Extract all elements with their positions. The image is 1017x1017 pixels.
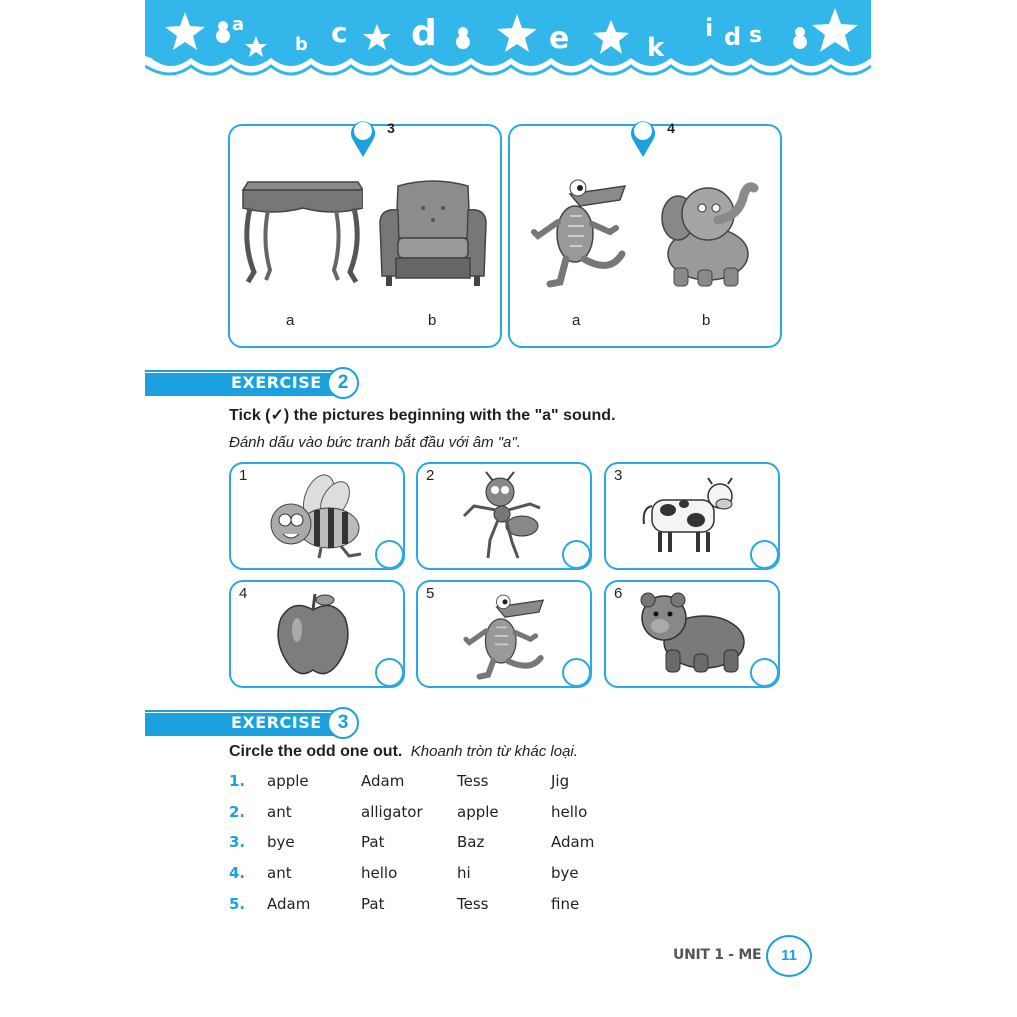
word-option[interactable]: Tess — [457, 772, 489, 790]
word-option[interactable]: Jig — [551, 772, 570, 790]
tick-circle[interactable] — [750, 540, 779, 569]
star-icon — [363, 24, 391, 50]
alligator-picture — [462, 590, 548, 680]
word-option[interactable]: hi — [457, 864, 471, 882]
card-number: 1 — [239, 467, 248, 484]
tick-circle[interactable] — [562, 540, 591, 569]
elephant-picture — [660, 176, 760, 288]
row-number: 2. — [229, 803, 246, 821]
banner-letter: d — [411, 13, 437, 54]
word-option[interactable]: Tess — [457, 895, 489, 913]
option-b-label: b — [702, 312, 711, 329]
picture-card-4 — [229, 580, 405, 688]
penguin-icon — [216, 29, 230, 43]
option-a-label: a — [572, 312, 581, 329]
word-option[interactable]: apple — [457, 803, 499, 821]
page-number: 11 — [766, 935, 812, 977]
exercise-label: EXERCISE — [231, 713, 322, 732]
word-option[interactable]: hello — [551, 803, 588, 821]
location-pin-icon — [629, 118, 675, 158]
row-number: 5. — [229, 895, 246, 913]
pair-number: 3 — [387, 120, 395, 136]
ant-picture — [460, 470, 550, 562]
teddy-icon — [793, 35, 807, 49]
star-icon — [245, 36, 267, 57]
star-icon — [165, 12, 205, 50]
exercise-3-heading — [145, 710, 365, 736]
card-number: 4 — [239, 585, 248, 602]
row-number: 3. — [229, 833, 246, 851]
teddy-icon — [456, 35, 470, 49]
exercise-3-instruction-line — [229, 743, 578, 761]
banner-letter: d — [724, 23, 742, 51]
word-option[interactable]: alligator — [361, 803, 423, 821]
exercise-2-heading — [145, 370, 365, 396]
word-option[interactable]: Adam — [361, 772, 405, 790]
picture-card-3 — [604, 462, 780, 570]
picture-card-6 — [604, 580, 780, 688]
card-number: 3 — [614, 467, 623, 484]
star-icon — [812, 8, 858, 52]
alligator-picture — [530, 174, 630, 290]
card-number: 5 — [426, 585, 435, 602]
exercise-2-instruction: Tick (✓) the pictures beginning with the "a" sound. — [229, 407, 616, 424]
banner-letter: k — [647, 33, 665, 63]
word-option[interactable]: Adam — [267, 895, 311, 913]
cow-picture — [640, 476, 740, 556]
picture-card-5 — [416, 580, 592, 688]
banner-letter: c — [331, 16, 348, 49]
word-option[interactable]: ant — [267, 864, 292, 882]
header-banner — [145, 0, 871, 82]
word-option[interactable]: Pat — [361, 895, 385, 913]
star-icon — [593, 20, 629, 54]
bear-picture — [636, 590, 748, 676]
row-number: 4. — [229, 864, 246, 882]
armchair-picture — [378, 178, 488, 290]
row-number: 1. — [229, 772, 246, 790]
word-option[interactable]: apple — [267, 772, 309, 790]
star-icon — [497, 14, 537, 52]
word-option[interactable]: Baz — [457, 833, 485, 851]
banner-letter: a — [232, 14, 245, 35]
exercise-number: 2 — [327, 367, 359, 399]
word-option[interactable]: fine — [551, 895, 580, 913]
word-option[interactable]: bye — [267, 833, 295, 851]
banner-letter: s — [749, 23, 763, 48]
word-option[interactable]: Pat — [361, 833, 385, 851]
tick-circle[interactable] — [750, 658, 779, 687]
tick-circle[interactable] — [375, 658, 404, 687]
banner-letter: i — [705, 14, 714, 42]
word-option[interactable]: ant — [267, 803, 292, 821]
picture-card-1 — [229, 462, 405, 570]
exercise-3-instruction-vi: Khoanh tròn từ khác loại. — [410, 743, 578, 760]
exercise-label: EXERCISE — [231, 373, 322, 392]
bee-picture — [261, 472, 376, 562]
exercise-3-instruction: Circle the odd one out. — [229, 743, 403, 760]
picture-card-2 — [416, 462, 592, 570]
tick-circle[interactable] — [375, 540, 404, 569]
apple-picture — [273, 590, 353, 680]
tick-circle[interactable] — [562, 658, 591, 687]
banner-letter: e — [549, 21, 570, 56]
banner-letter: b — [295, 34, 308, 55]
pair-number: 4 — [667, 120, 675, 136]
word-option[interactable]: bye — [551, 864, 579, 882]
table-picture — [238, 172, 363, 292]
card-number: 6 — [614, 585, 623, 602]
exercise-2-instruction-vi: Đánh dấu vào bức tranh bắt đầu với âm "a". — [229, 434, 521, 451]
exercise-number: 3 — [327, 707, 359, 739]
card-number: 2 — [426, 467, 435, 484]
unit-label: UNIT 1 - ME — [673, 947, 762, 963]
location-pin-icon — [349, 118, 395, 158]
option-a-label: a — [286, 312, 295, 329]
option-b-label: b — [428, 312, 437, 329]
word-option[interactable]: Adam — [551, 833, 595, 851]
word-option[interactable]: hello — [361, 864, 398, 882]
